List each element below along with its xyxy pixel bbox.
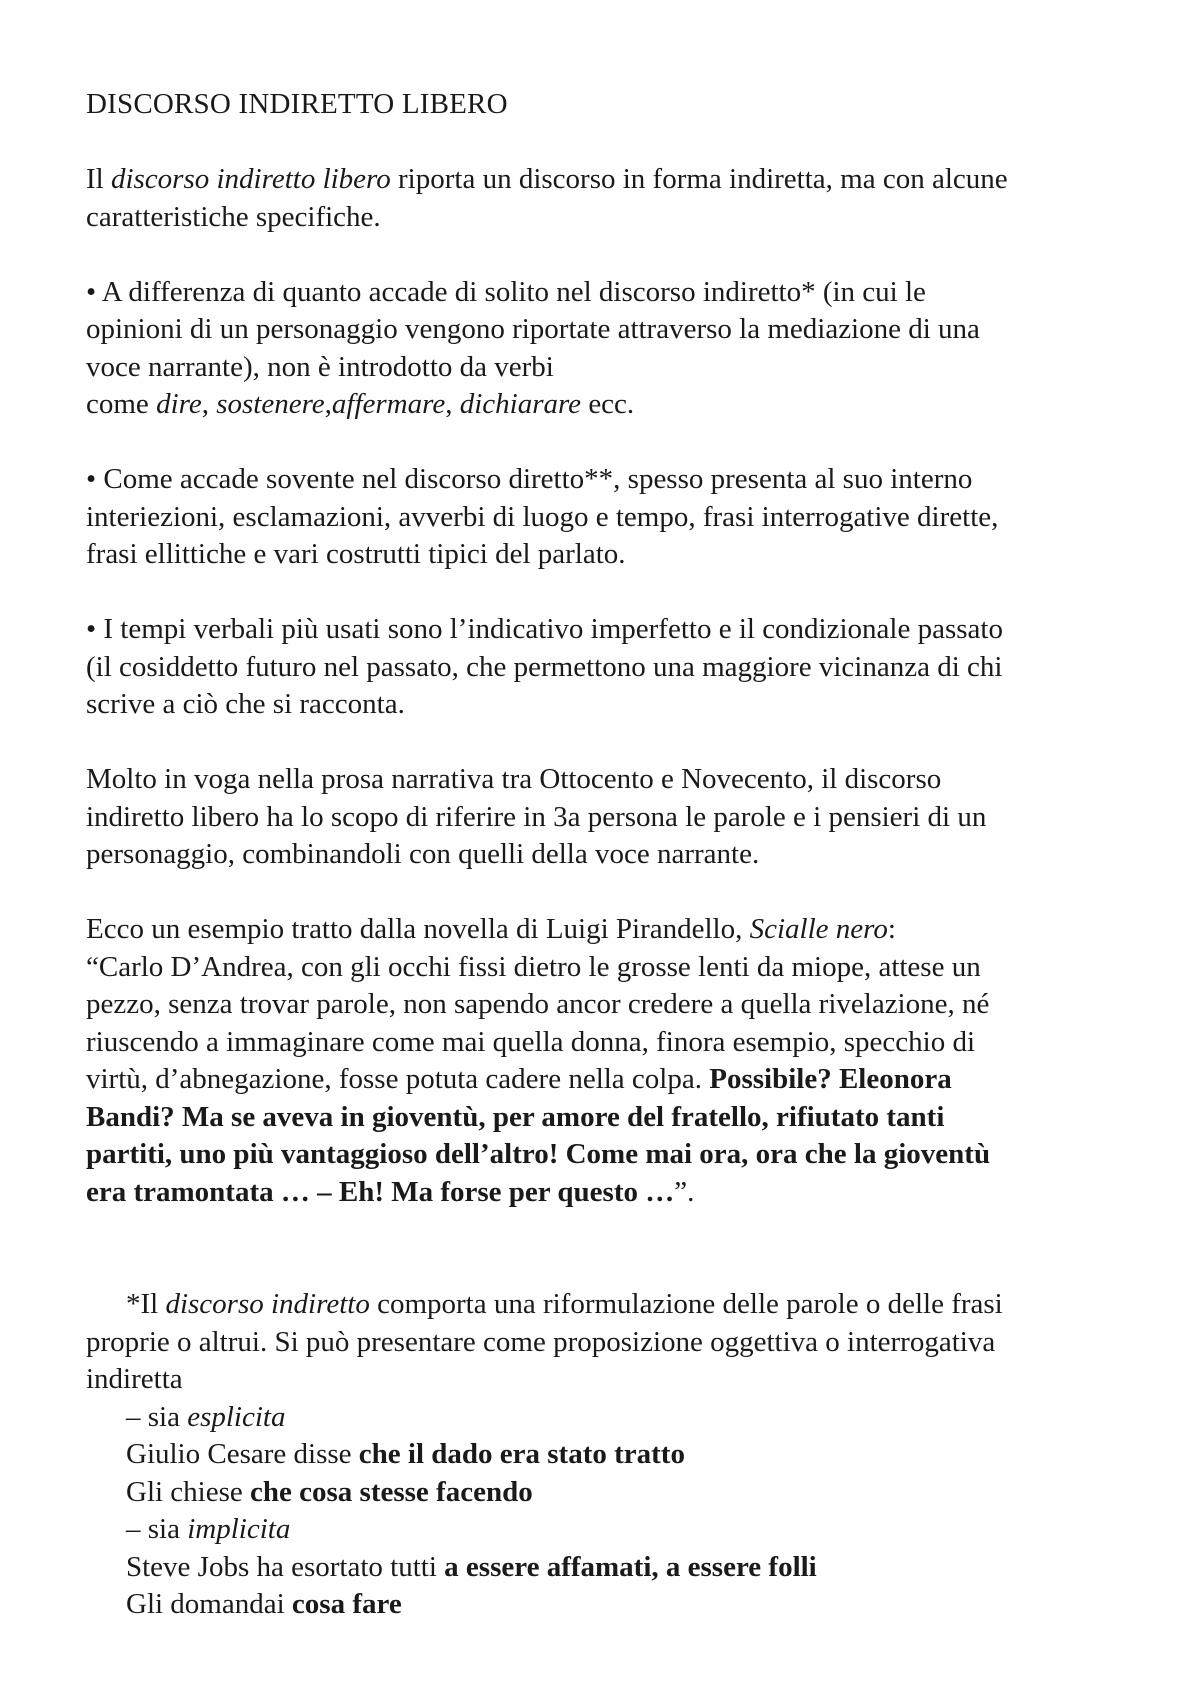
document-content [86,86,1126,1624]
example-explicit-2: Gli chiese che cosa stesse facendo [126,1475,533,1508]
intro-line-2: caratteristiche specifiche. [86,200,381,233]
example-explicit-1: Giulio Cesare disse che il dado era stato tratto [126,1438,685,1470]
bullet-3: • I tempi verbali più usati sono l’indicativo imperfetto e il condizionale passato (il cosiddetto futuro nel passato, che permettono una maggiore vicinanza di chi scrive a ciò che si racconta. [86,613,1003,720]
example-paragraph: Ecco un esempio tratto dalla novella di Luigi Pirandello, Scialle nero: “Carlo D’Andrea, con gli occhi fissi dietro le grosse lenti da miope, attese un pezzo, senza trovar parole, non sapendo ancor credere a quella rivelazione, né riuscendo a immaginare come mai quella donna, finora esempio, specchio di virtù, d’abnegazione, fosse potuta cadere nella colpa. Possibile? Eleonora Bandi? Ma se aveva in gioventù, per amore del fratello, rifiutato tanti partiti, uno più vantaggioso dell’altro! Come mai ora, ora che la gioventù era tramontata … – Eh! Ma forse per questo …”. [86,913,991,1208]
intro-paragraph [86,161,1126,236]
intro-line-1: Il discorso indiretto libero riporta un discorso in forma indiretta, ma con alcune [86,163,1008,195]
page-title: DISCORSO INDIRETTO LIBERO [86,88,508,120]
bullet-2: • Come accade sovente nel discorso diretto**, spesso presenta al suo interno interiezioni, esclamazioni, avverbi di luogo e tempo, frasi interrogative dirette, frasi ellittiche e vari costrutti tipici del parlato. [86,463,999,570]
bullet-1: • A differenza di quanto accade di solito nel discorso indiretto* (in cui le opinioni di un personaggio vengono riportate attraverso la mediazione di una voce narrante), non è introdotto da verbi come dire, sostenere,affermare, dichiarare ecc. [86,275,980,420]
footnote: *Il discorso indiretto comporta una riformulazione delle parole o delle frasi proprie o altrui. Si può presentare come proposizione oggettiva o interrogativa indiretta – sia esplicita Giulio Cesare disse che il dado era stato tratto Gli chiese che cosa stesse facendo – sia implicita Steve Jobs ha esortato tutti a essere affamati, a essere folli Gli domandai cosa fare [86,1286,1126,1624]
voga-paragraph: Molto in voga nella prosa narrativa tra Ottocento e Novecento, il discorso indiretto libero ha lo scopo di riferire in 3a persona le parole e i pensieri di un personaggio, combinandoli con quelli della voce narrante. [86,763,987,870]
example-implicit-1: Steve Jobs ha esortato tutti a essere affamati, a essere folli [126,1550,817,1583]
example-implicit-2: Gli domandai cosa fare [126,1588,402,1620]
